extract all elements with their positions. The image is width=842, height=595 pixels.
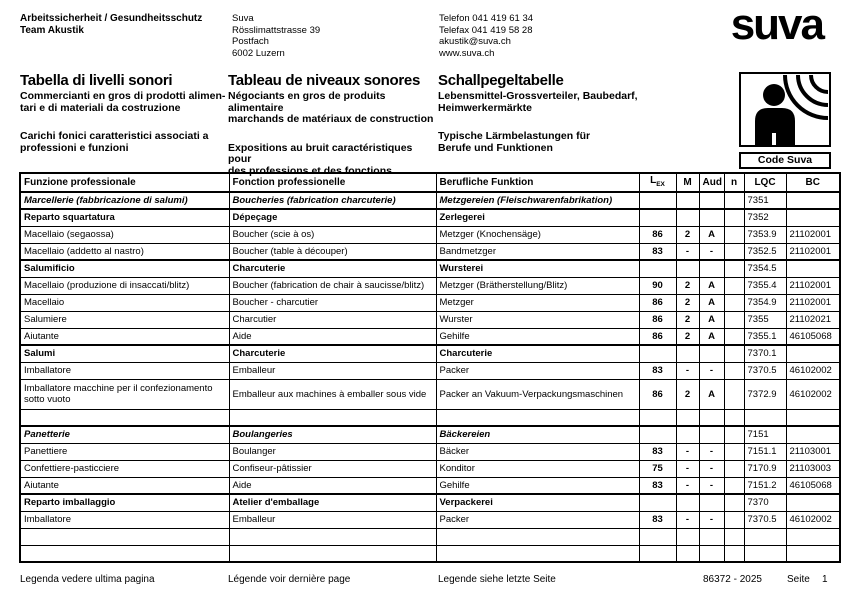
cell-n — [724, 545, 744, 562]
table-row — [20, 311, 840, 328]
address-block — [232, 13, 320, 59]
subtitle-de: Lebensmittel-Grossverteiler, Baubedarf, Heimwerkermärkte — [438, 90, 638, 114]
cell-bc: 21102001 — [786, 243, 840, 260]
cell-funzione-professionale: Aiutante — [20, 328, 229, 345]
cell-berufliche-funktion: Bäckereien — [436, 426, 639, 443]
intro-column-fr — [228, 72, 438, 177]
description-fr: Expositions au bruit caractéristiques pour des professions et des fonctions — [228, 141, 413, 177]
code-suva-box: Code Suva — [739, 152, 831, 169]
cell-bc — [786, 494, 840, 511]
cell-berufliche-funktion: Packer — [436, 362, 639, 379]
cell-fonction-professionelle: Confiseur-pâtissier — [229, 460, 436, 477]
header-funzione: Funzione professionale — [20, 173, 229, 192]
table-row — [20, 426, 840, 443]
department-block — [20, 13, 202, 37]
cell-n — [724, 409, 744, 426]
cell-funzione-professionale: Panetterie — [20, 426, 229, 443]
cell-fonction-professionelle: Boulangeries — [229, 426, 436, 443]
cell-funzione-professionale: Reparto squartatura — [20, 209, 229, 226]
cell-m — [676, 192, 699, 209]
sound-level-table-body — [20, 192, 840, 562]
table-row — [20, 460, 840, 477]
cell-m: - — [676, 460, 699, 477]
table-row — [20, 209, 840, 226]
cell-n — [724, 277, 744, 294]
cell-m: - — [676, 362, 699, 379]
cell-bc — [786, 192, 840, 209]
cell-aud — [699, 260, 724, 277]
cell-aud: - — [699, 477, 724, 494]
cell-lex — [639, 426, 676, 443]
table-row — [20, 528, 840, 545]
cell-n — [724, 494, 744, 511]
cell-bc: 46102002 — [786, 379, 840, 409]
cell-lqc: 7355.4 — [744, 277, 786, 294]
cell-berufliche-funktion — [436, 545, 639, 562]
header-aud: Aud — [699, 173, 724, 192]
cell-funzione-professionale: Macellaio (produzione di insaccati/blitz) — [20, 277, 229, 294]
table-row — [20, 192, 840, 209]
cell-lqc: 7352 — [744, 209, 786, 226]
cell-fonction-professionelle — [229, 545, 436, 562]
cell-aud — [699, 192, 724, 209]
page-title-de: Schallpegeltabelle — [438, 72, 564, 89]
address-line: 6002 Luzern — [232, 47, 285, 59]
cell-aud — [699, 494, 724, 511]
cell-n — [724, 260, 744, 277]
cell-fonction-professionelle: Aide — [229, 477, 436, 494]
cell-fonction-professionelle — [229, 528, 436, 545]
cell-funzione-professionale: Imballatore macchine per il confezionamento sotto vuoto — [20, 379, 229, 409]
cell-berufliche-funktion: Packer an Vakuum-Verpackungsmaschinen — [436, 379, 639, 409]
website-line: www.suva.ch — [439, 47, 495, 59]
cell-lex: 86 — [639, 311, 676, 328]
cell-aud — [699, 409, 724, 426]
cell-lex: 83 — [639, 443, 676, 460]
cell-lqc: 7352.5 — [744, 243, 786, 260]
cell-lex — [639, 345, 676, 362]
cell-lqc: 7351 — [744, 192, 786, 209]
cell-lex: 83 — [639, 511, 676, 528]
cell-funzione-professionale: Salumificio — [20, 260, 229, 277]
address-line: Postfach — [232, 36, 269, 47]
cell-bc — [786, 545, 840, 562]
cell-n — [724, 426, 744, 443]
cell-aud: - — [699, 460, 724, 477]
cell-berufliche-funktion: Metzger (Brätherstellung/Blitz) — [436, 277, 639, 294]
cell-lex: 90 — [639, 277, 676, 294]
cell-lex — [639, 192, 676, 209]
cell-lqc: 7370 — [744, 494, 786, 511]
cell-bc: 46105068 — [786, 328, 840, 345]
cell-m — [676, 426, 699, 443]
cell-n — [724, 379, 744, 409]
cell-fonction-professionelle: Boucher (table à découper) — [229, 243, 436, 260]
cell-n — [724, 209, 744, 226]
address-line: Rösslimattstrasse 39 — [232, 24, 321, 36]
cell-lqc: 7151 — [744, 426, 786, 443]
cell-lqc: 7370.5 — [744, 362, 786, 379]
header-lqc: LQC — [744, 173, 786, 192]
cell-m: - — [676, 511, 699, 528]
table-row — [20, 494, 840, 511]
cell-m: 2 — [676, 328, 699, 345]
cell-n — [724, 328, 744, 345]
cell-lqc: 7151.1 — [744, 443, 786, 460]
contact-block — [439, 13, 533, 59]
cell-fonction-professionelle: Boucheries (fabrication charcuterie) — [229, 192, 436, 209]
cell-lqc: 7353.9 — [744, 226, 786, 243]
cell-n — [724, 294, 744, 311]
cell-fonction-professionelle: Boucher - charcutier — [229, 294, 436, 311]
department-line2: Team Akustik — [20, 25, 84, 36]
table-row — [20, 545, 840, 562]
cell-lqc: 7170.9 — [744, 460, 786, 477]
table-row — [20, 345, 840, 362]
table-row — [20, 243, 840, 260]
cell-aud: - — [699, 443, 724, 460]
cell-berufliche-funktion: Konditor — [436, 460, 639, 477]
subtitle-fr: Négociants en gros de produits alimentaire marchands de matériaux de construction — [228, 90, 434, 125]
cell-berufliche-funktion: Metzger (Knochensäge) — [436, 226, 639, 243]
cell-n — [724, 311, 744, 328]
cell-berufliche-funktion — [436, 409, 639, 426]
cell-lqc: 7370.5 — [744, 511, 786, 528]
cell-lqc: 7370.1 — [744, 345, 786, 362]
document-number: 86372 - 2025 — [703, 574, 762, 585]
cell-funzione-professionale: Macellaio (segaossa) — [20, 226, 229, 243]
cell-lex — [639, 545, 676, 562]
cell-funzione-professionale: Salumi — [20, 345, 229, 362]
cell-fonction-professionelle: Atelier d'emballage — [229, 494, 436, 511]
cell-bc — [786, 528, 840, 545]
cell-aud — [699, 345, 724, 362]
cell-fonction-professionelle: Charcuterie — [229, 345, 436, 362]
cell-lqc: 7372.9 — [744, 379, 786, 409]
cell-fonction-professionelle: Boucher (fabrication de chair à saucisse/blitz) — [229, 277, 436, 294]
cell-berufliche-funktion: Gehilfe — [436, 477, 639, 494]
table-row — [20, 409, 840, 426]
cell-bc — [786, 260, 840, 277]
header-bc: BC — [786, 173, 840, 192]
noise-exposure-pictogram — [741, 74, 829, 145]
cell-aud — [699, 209, 724, 226]
cell-bc: 21103001 — [786, 443, 840, 460]
cell-m — [676, 545, 699, 562]
page-number-label: Seite — [787, 574, 810, 585]
cell-bc — [786, 345, 840, 362]
cell-funzione-professionale: Macellaio — [20, 294, 229, 311]
cell-m: 2 — [676, 226, 699, 243]
address-line: Suva — [232, 13, 254, 24]
header-n: n — [724, 173, 744, 192]
cell-m — [676, 409, 699, 426]
table-row — [20, 477, 840, 494]
table-row — [20, 443, 840, 460]
table-row — [20, 511, 840, 528]
department-line1: Arbeitssicherheit / Gesundheitsschutz — [20, 13, 203, 24]
cell-bc — [786, 209, 840, 226]
cell-lex: 83 — [639, 243, 676, 260]
cell-berufliche-funktion: Zerlegerei — [436, 209, 639, 226]
description-it: Carichi fonici caratteristici associati a professioni e funzioni — [20, 130, 209, 154]
header-m: M — [676, 173, 699, 192]
cell-m: - — [676, 443, 699, 460]
cell-berufliche-funktion: Bäcker — [436, 443, 639, 460]
page-title-fr: Tableau de niveaux sonores — [228, 72, 420, 89]
cell-funzione-professionale: Imballatore — [20, 362, 229, 379]
cell-lqc — [744, 409, 786, 426]
description-de: Typische Lärmbelastungen für Berufe und Funktionen — [438, 130, 591, 154]
cell-aud: A — [699, 226, 724, 243]
cell-aud: - — [699, 243, 724, 260]
cell-lex: 86 — [639, 226, 676, 243]
cell-aud: A — [699, 328, 724, 345]
cell-fonction-professionelle: Aide — [229, 328, 436, 345]
cell-m: - — [676, 477, 699, 494]
cell-berufliche-funktion: Wursterei — [436, 260, 639, 277]
header-fonction: Fonction professionelle — [229, 173, 436, 192]
cell-n — [724, 477, 744, 494]
cell-berufliche-funktion — [436, 528, 639, 545]
cell-m — [676, 260, 699, 277]
cell-fonction-professionelle: Boulanger — [229, 443, 436, 460]
cell-berufliche-funktion: Metzgereien (Fleischwarenfabrikation) — [436, 192, 639, 209]
cell-lex: 86 — [639, 328, 676, 345]
cell-n — [724, 243, 744, 260]
header-lex: $L_{EX}$ — [639, 173, 676, 192]
cell-n — [724, 192, 744, 209]
cell-lqc — [744, 545, 786, 562]
cell-n — [724, 511, 744, 528]
cell-aud: A — [699, 294, 724, 311]
cell-m: 2 — [676, 294, 699, 311]
cell-m: 2 — [676, 379, 699, 409]
cell-funzione-professionale: Salumiere — [20, 311, 229, 328]
cell-bc: 46102002 — [786, 362, 840, 379]
cell-bc: 21102001 — [786, 226, 840, 243]
header-funktion: Berufliche Funktion — [436, 173, 639, 192]
cell-bc: 21102001 — [786, 277, 840, 294]
cell-m: 2 — [676, 277, 699, 294]
cell-fonction-professionelle: Emballeur — [229, 362, 436, 379]
cell-lqc: 7151.2 — [744, 477, 786, 494]
cell-lex: 86 — [639, 379, 676, 409]
cell-fonction-professionelle: Boucher (scie à os) — [229, 226, 436, 243]
cell-m — [676, 345, 699, 362]
legend-note-it: Legenda vedere ultima pagina — [20, 574, 155, 585]
cell-aud — [699, 426, 724, 443]
cell-lqc: 7354.5 — [744, 260, 786, 277]
table-row — [20, 277, 840, 294]
cell-fonction-professionelle: Charcuterie — [229, 260, 436, 277]
cell-bc: 21102001 — [786, 294, 840, 311]
cell-bc: 21103003 — [786, 460, 840, 477]
cell-lex: 83 — [639, 477, 676, 494]
page-number: 1 — [822, 574, 828, 585]
cell-funzione-professionale — [20, 545, 229, 562]
cell-n — [724, 443, 744, 460]
phone-line: Telefon 041 419 61 34 — [439, 13, 534, 24]
cell-m: - — [676, 243, 699, 260]
cell-aud: A — [699, 379, 724, 409]
table-row — [20, 379, 840, 409]
cell-m: 2 — [676, 311, 699, 328]
cell-lqc: 7354.9 — [744, 294, 786, 311]
cell-funzione-professionale: Confettiere-pasticciere — [20, 460, 229, 477]
cell-funzione-professionale: Panettiere — [20, 443, 229, 460]
cell-lex — [639, 260, 676, 277]
cell-lqc — [744, 528, 786, 545]
cell-aud: - — [699, 362, 724, 379]
cell-fonction-professionelle: Emballeur — [229, 511, 436, 528]
cell-aud — [699, 545, 724, 562]
cell-bc: 21102021 — [786, 311, 840, 328]
subtitle-it: Commercianti en gros di prodotti alimen- tari e di materiali da costruzione — [20, 90, 226, 114]
cell-aud: - — [699, 511, 724, 528]
cell-lex: 86 — [639, 294, 676, 311]
intro-column-de — [438, 72, 668, 154]
cell-fonction-professionelle: Dépeçage — [229, 209, 436, 226]
legend-note-fr: Légende voir dernière page — [228, 574, 351, 585]
cell-fonction-professionelle: Emballeur aux machines à emballer sous vide — [229, 379, 436, 409]
cell-aud: A — [699, 311, 724, 328]
table-row — [20, 226, 840, 243]
cell-berufliche-funktion: Wurster — [436, 311, 639, 328]
cell-bc — [786, 426, 840, 443]
cell-berufliche-funktion: Packer — [436, 511, 639, 528]
table-header-row — [20, 173, 840, 192]
table-row — [20, 362, 840, 379]
cell-bc — [786, 409, 840, 426]
legend-note-de: Legende siehe letzte Seite — [438, 574, 556, 585]
cell-berufliche-funktion: Charcuterie — [436, 345, 639, 362]
cell-funzione-professionale: Macellaio (addetto al nastro) — [20, 243, 229, 260]
cell-bc: 46105068 — [786, 477, 840, 494]
table-row — [20, 260, 840, 277]
cell-fonction-professionelle — [229, 409, 436, 426]
cell-n — [724, 528, 744, 545]
cell-lex — [639, 528, 676, 545]
email-line: akustik@suva.ch — [439, 36, 511, 47]
cell-aud — [699, 528, 724, 545]
cell-berufliche-funktion: Metzger — [436, 294, 639, 311]
cell-m — [676, 209, 699, 226]
table-row — [20, 294, 840, 311]
cell-lex: 75 — [639, 460, 676, 477]
cell-lqc: 7355 — [744, 311, 786, 328]
cell-lex: 83 — [639, 362, 676, 379]
person-with-noise-arcs-icon — [739, 72, 831, 147]
cell-lex — [639, 494, 676, 511]
cell-funzione-professionale: Marcellerie (fabbricazione di salumi) — [20, 192, 229, 209]
fax-line: Telefax 041 419 58 28 — [439, 24, 533, 36]
cell-n — [724, 362, 744, 379]
cell-fonction-professionelle: Charcutier — [229, 311, 436, 328]
suva-logo: suva — [730, 0, 823, 49]
cell-funzione-professionale — [20, 409, 229, 426]
cell-m — [676, 528, 699, 545]
cell-m — [676, 494, 699, 511]
table-row — [20, 328, 840, 345]
sound-level-table — [19, 172, 841, 563]
cell-funzione-professionale: Reparto imballaggio — [20, 494, 229, 511]
cell-bc: 46102002 — [786, 511, 840, 528]
cell-berufliche-funktion: Verpackerei — [436, 494, 639, 511]
intro-column-it — [20, 72, 228, 154]
cell-funzione-professionale — [20, 528, 229, 545]
page-title-it: Tabella di livelli sonori — [20, 72, 173, 89]
cell-funzione-professionale: Aiutante — [20, 477, 229, 494]
cell-lex — [639, 409, 676, 426]
cell-berufliche-funktion: Bandmetzger — [436, 243, 639, 260]
cell-lex — [639, 209, 676, 226]
cell-n — [724, 345, 744, 362]
cell-lqc: 7355.1 — [744, 328, 786, 345]
cell-n — [724, 226, 744, 243]
cell-aud: A — [699, 277, 724, 294]
cell-n — [724, 460, 744, 477]
cell-funzione-professionale: Imballatore — [20, 511, 229, 528]
cell-berufliche-funktion: Gehilfe — [436, 328, 639, 345]
